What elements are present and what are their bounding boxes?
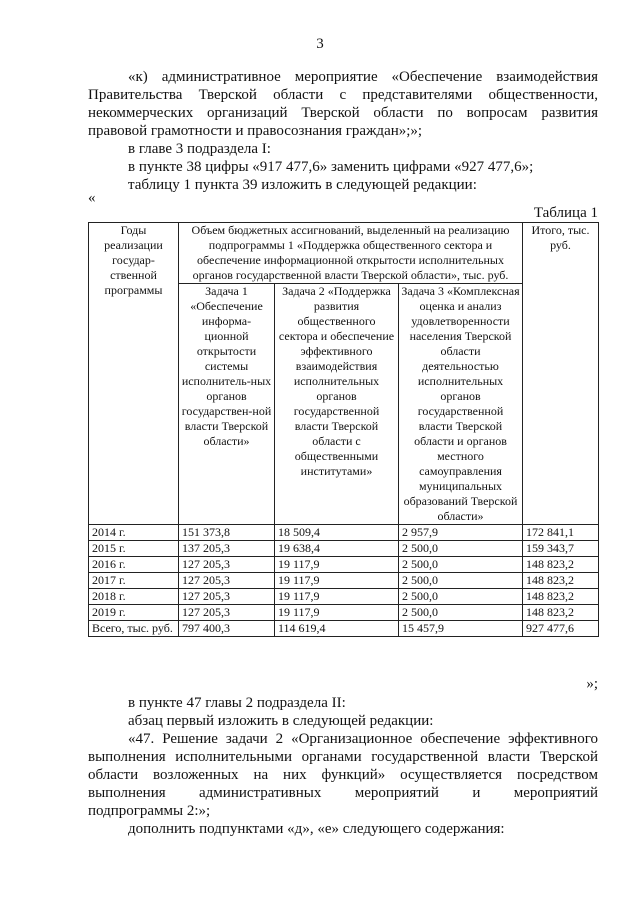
year-cell: 2016 г. bbox=[89, 557, 179, 573]
chapter-line: в главе 3 подраздела I: bbox=[128, 141, 271, 157]
table-total-row bbox=[89, 621, 599, 637]
year-cell: 2017 г. bbox=[89, 573, 179, 589]
total-cell: 148 823,2 bbox=[523, 557, 599, 573]
para-k-line: правовой грамотности и правосознания граждан»;»; bbox=[88, 123, 423, 139]
task1-header: Задача 1 «Обеспечение информа-ционной открытости системы исполнитель-ных органов государствен-ной власти Тверской области» bbox=[179, 284, 275, 525]
task3-cell: 15 457,9 bbox=[399, 621, 523, 637]
para-k-line: некоммерческих организаций Тверской области по вопросам развития bbox=[88, 105, 598, 121]
table-row bbox=[89, 541, 599, 557]
para-47-line: области возложенных на них функций» осуществляется посредством bbox=[88, 767, 598, 783]
item47-line: в пункте 47 главы 2 подраздела II: bbox=[128, 695, 346, 711]
task2-cell: 19 117,9 bbox=[275, 605, 399, 621]
para-47-last-line: подпрограммы 2:»; bbox=[88, 803, 211, 819]
para-47-line: «47. Решение задачи 2 «Организационное обеспечение эффективного bbox=[128, 731, 598, 747]
task3-cell: 2 500,0 bbox=[399, 557, 523, 573]
task3-cell: 2 957,9 bbox=[399, 525, 523, 541]
allocation-group-header: Объем бюджетных ассигнований, выделенный на реализацию подпрограммы 1 «Поддержка общественного сектора и обеспечение информационной открытости исполнительных органов государственной власти Тверской области», тыс. руб. bbox=[179, 223, 523, 284]
table-row bbox=[89, 557, 599, 573]
total-column-header: Итого, тыс. руб. bbox=[523, 223, 599, 525]
task3-cell: 2 500,0 bbox=[399, 589, 523, 605]
total-cell: 148 823,2 bbox=[523, 573, 599, 589]
year-cell: 2018 г. bbox=[89, 589, 179, 605]
task1-cell: 797 400,3 bbox=[179, 621, 275, 637]
task1-cell: 151 373,8 bbox=[179, 525, 275, 541]
table-caption: Таблица 1 bbox=[533, 205, 598, 221]
para-first-line: абзац первый изложить в следующей редакции: bbox=[128, 713, 434, 729]
total-cell: 172 841,1 bbox=[523, 525, 599, 541]
task2-cell: 19 117,9 bbox=[275, 557, 399, 573]
year-cell: 2019 г. bbox=[89, 605, 179, 621]
opening-quote: « bbox=[88, 190, 96, 206]
total-cell: 159 343,7 bbox=[523, 541, 599, 557]
year-cell: Всего, тыс. руб. bbox=[89, 621, 179, 637]
task3-cell: 2 500,0 bbox=[399, 541, 523, 557]
page-number: 3 bbox=[316, 36, 324, 52]
table-row bbox=[89, 525, 599, 541]
task2-cell: 19 117,9 bbox=[275, 589, 399, 605]
para-47-line: выполнения исполнительными органами государственной власти Тверской bbox=[88, 749, 598, 765]
task2-cell: 19 117,9 bbox=[275, 573, 399, 589]
table-intro-line: таблицу 1 пункта 39 изложить в следующей редакции: bbox=[128, 177, 477, 193]
year-cell: 2014 г. bbox=[89, 525, 179, 541]
para-47-line: выполнения административных мероприятий и мероприятий bbox=[88, 785, 598, 801]
table-row bbox=[89, 573, 599, 589]
task1-cell: 137 205,3 bbox=[179, 541, 275, 557]
para-k-line: «к) административное мероприятие «Обеспечение взаимодействия bbox=[128, 69, 598, 85]
task2-cell: 19 638,4 bbox=[275, 541, 399, 557]
table-row bbox=[89, 589, 599, 605]
year-cell: 2015 г. bbox=[89, 541, 179, 557]
item38-line: в пункте 38 цифры «917 477,6» заменить цифрами «927 477,6»; bbox=[128, 159, 534, 175]
closing-quote: »; bbox=[586, 676, 598, 692]
task2-cell: 18 509,4 bbox=[275, 525, 399, 541]
task3-header: Задача 3 «Комплексная оценка и анализ удовлетворенности населения Тверской области деятельностью исполнительных органов государственной власти Тверской области и органов местного самоуправления муниципальных образований Тверской области» bbox=[399, 284, 523, 525]
year-column-header: Годы реализации государ-ственной программы bbox=[89, 223, 179, 525]
total-cell: 148 823,2 bbox=[523, 605, 599, 621]
task1-cell: 127 205,3 bbox=[179, 557, 275, 573]
para-k-line: Правительства Тверской области с представителями общественности, bbox=[88, 87, 598, 103]
task3-cell: 2 500,0 bbox=[399, 573, 523, 589]
supplement-line: дополнить подпунктами «д», «е» следующего содержания: bbox=[128, 821, 505, 837]
total-cell: 148 823,2 bbox=[523, 589, 599, 605]
body-text-top bbox=[88, 68, 598, 194]
task2-cell: 114 619,4 bbox=[275, 621, 399, 637]
total-cell: 927 477,6 bbox=[523, 621, 599, 637]
task1-cell: 127 205,3 bbox=[179, 589, 275, 605]
task1-cell: 127 205,3 bbox=[179, 573, 275, 589]
budget-table bbox=[88, 222, 599, 637]
task1-cell: 127 205,3 bbox=[179, 605, 275, 621]
task2-header: Задача 2 «Поддержка развития общественного сектора и обеспечение эффективного взаимодействия исполнительных органов государственной власти Тверской области с общественными институтами» bbox=[275, 284, 399, 525]
task3-cell: 2 500,0 bbox=[399, 605, 523, 621]
body-text-bottom bbox=[88, 694, 598, 838]
table-row bbox=[89, 605, 599, 621]
